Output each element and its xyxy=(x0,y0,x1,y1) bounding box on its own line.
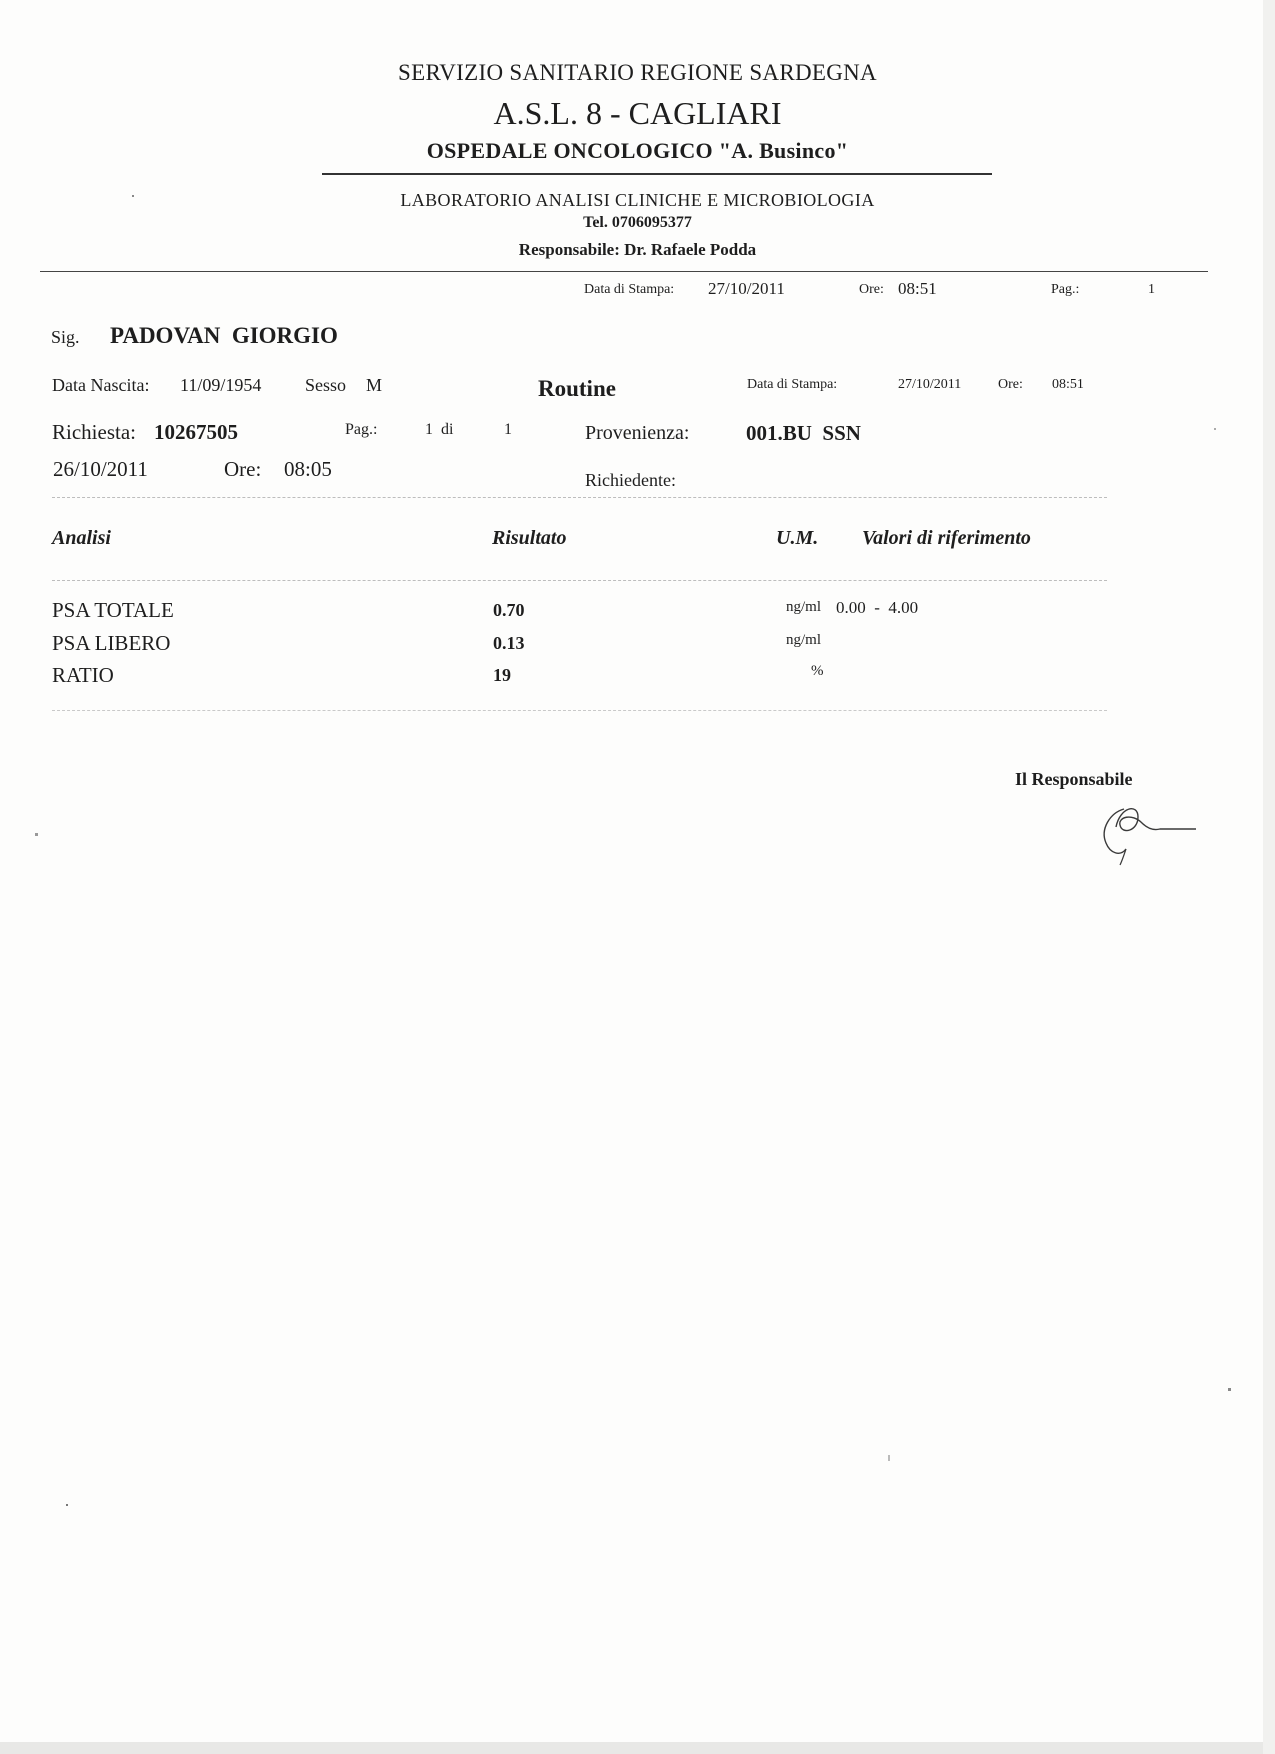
request-time-value: 08:05 xyxy=(284,457,332,481)
lab-tel: Tel. 0706095377 xyxy=(583,214,692,231)
header-rule xyxy=(322,173,992,175)
sex-label: Sesso xyxy=(305,375,347,395)
request-time-label: Ore: xyxy=(224,457,262,481)
main-rule xyxy=(40,271,1208,272)
lab-name: LABORATORIO ANALISI CLINICHE E MICROBIOLOGIA xyxy=(400,190,875,210)
request-date: 26/10/2011 xyxy=(53,457,148,481)
col-risultato: Risultato xyxy=(492,527,567,549)
scan-right-edge xyxy=(1263,0,1275,1754)
richiedente-label: Richiedente: xyxy=(585,470,676,490)
col-analisi: Analisi xyxy=(52,527,111,549)
row-valori: 0.00 - 4.00 xyxy=(836,598,919,617)
scan-bottom-edge xyxy=(0,1742,1275,1754)
patient-title: Sig. xyxy=(51,327,80,347)
header-hospital: OSPEDALE ONCOLOGICO "A. Businco" xyxy=(426,138,849,163)
signature-label: Il Responsabile xyxy=(1015,769,1133,789)
col-um: U.M. xyxy=(776,527,819,549)
signature-mark xyxy=(1080,795,1200,870)
table-bottom-separator xyxy=(52,710,1107,711)
routine-time-value: 08:51 xyxy=(1052,377,1084,392)
print-page-label: Pag.: xyxy=(1051,282,1080,297)
request-separator xyxy=(52,497,1107,498)
scan-speck xyxy=(66,1504,68,1506)
print-time-value: 08:51 xyxy=(898,279,937,298)
row-risultato: 0.70 xyxy=(493,600,525,620)
routine-date-value: 27/10/2011 xyxy=(898,377,962,392)
lab-responsabile: Responsabile: Dr. Rafaele Podda xyxy=(518,240,757,259)
routine-time-label: Ore: xyxy=(998,377,1023,392)
print-date-value: 27/10/2011 xyxy=(708,279,785,298)
sex-value: M xyxy=(366,375,383,395)
request-number: 10267505 xyxy=(154,420,238,444)
table-header-separator xyxy=(52,580,1107,581)
header-asl: A.S.L. 8 - CAGLIARI xyxy=(493,95,782,131)
request-page-total: 1 xyxy=(504,421,512,438)
print-time-label: Ore: xyxy=(859,282,884,297)
scan-speck xyxy=(35,833,38,836)
provenienza-label: Provenienza: xyxy=(585,422,690,444)
row-risultato: 19 xyxy=(493,665,511,685)
scan-speck xyxy=(888,1455,890,1461)
row-um: ng/ml xyxy=(786,599,822,615)
birth-value: 11/09/1954 xyxy=(180,375,262,395)
row-um: ng/ml xyxy=(786,632,822,648)
request-page-value: 1 di xyxy=(425,421,454,438)
row-analisi: PSA TOTALE xyxy=(52,598,174,622)
print-date-label: Data di Stampa: xyxy=(584,282,675,297)
routine-date-label: Data di Stampa: xyxy=(747,377,838,392)
row-analisi: RATIO xyxy=(52,663,114,687)
birth-label: Data Nascita: xyxy=(52,375,150,395)
provenienza-value: 001.BU SSN xyxy=(746,421,861,445)
request-page-label: Pag.: xyxy=(345,421,378,438)
header-region: SERVIZIO SANITARIO REGIONE SARDEGNA xyxy=(398,60,877,85)
print-page-value: 1 xyxy=(1148,282,1155,297)
scan-speck xyxy=(132,195,134,197)
scan-speck xyxy=(1214,428,1216,430)
col-valori: Valori di riferimento xyxy=(862,527,1031,549)
patient-name: PADOVAN GIORGIO xyxy=(110,323,338,348)
scan-speck xyxy=(1228,1388,1231,1391)
row-risultato: 0.13 xyxy=(493,633,525,653)
row-analisi: PSA LIBERO xyxy=(52,631,171,655)
row-um: % xyxy=(811,663,824,679)
routine-label: Routine xyxy=(538,376,616,401)
request-label: Richiesta: xyxy=(52,420,136,444)
